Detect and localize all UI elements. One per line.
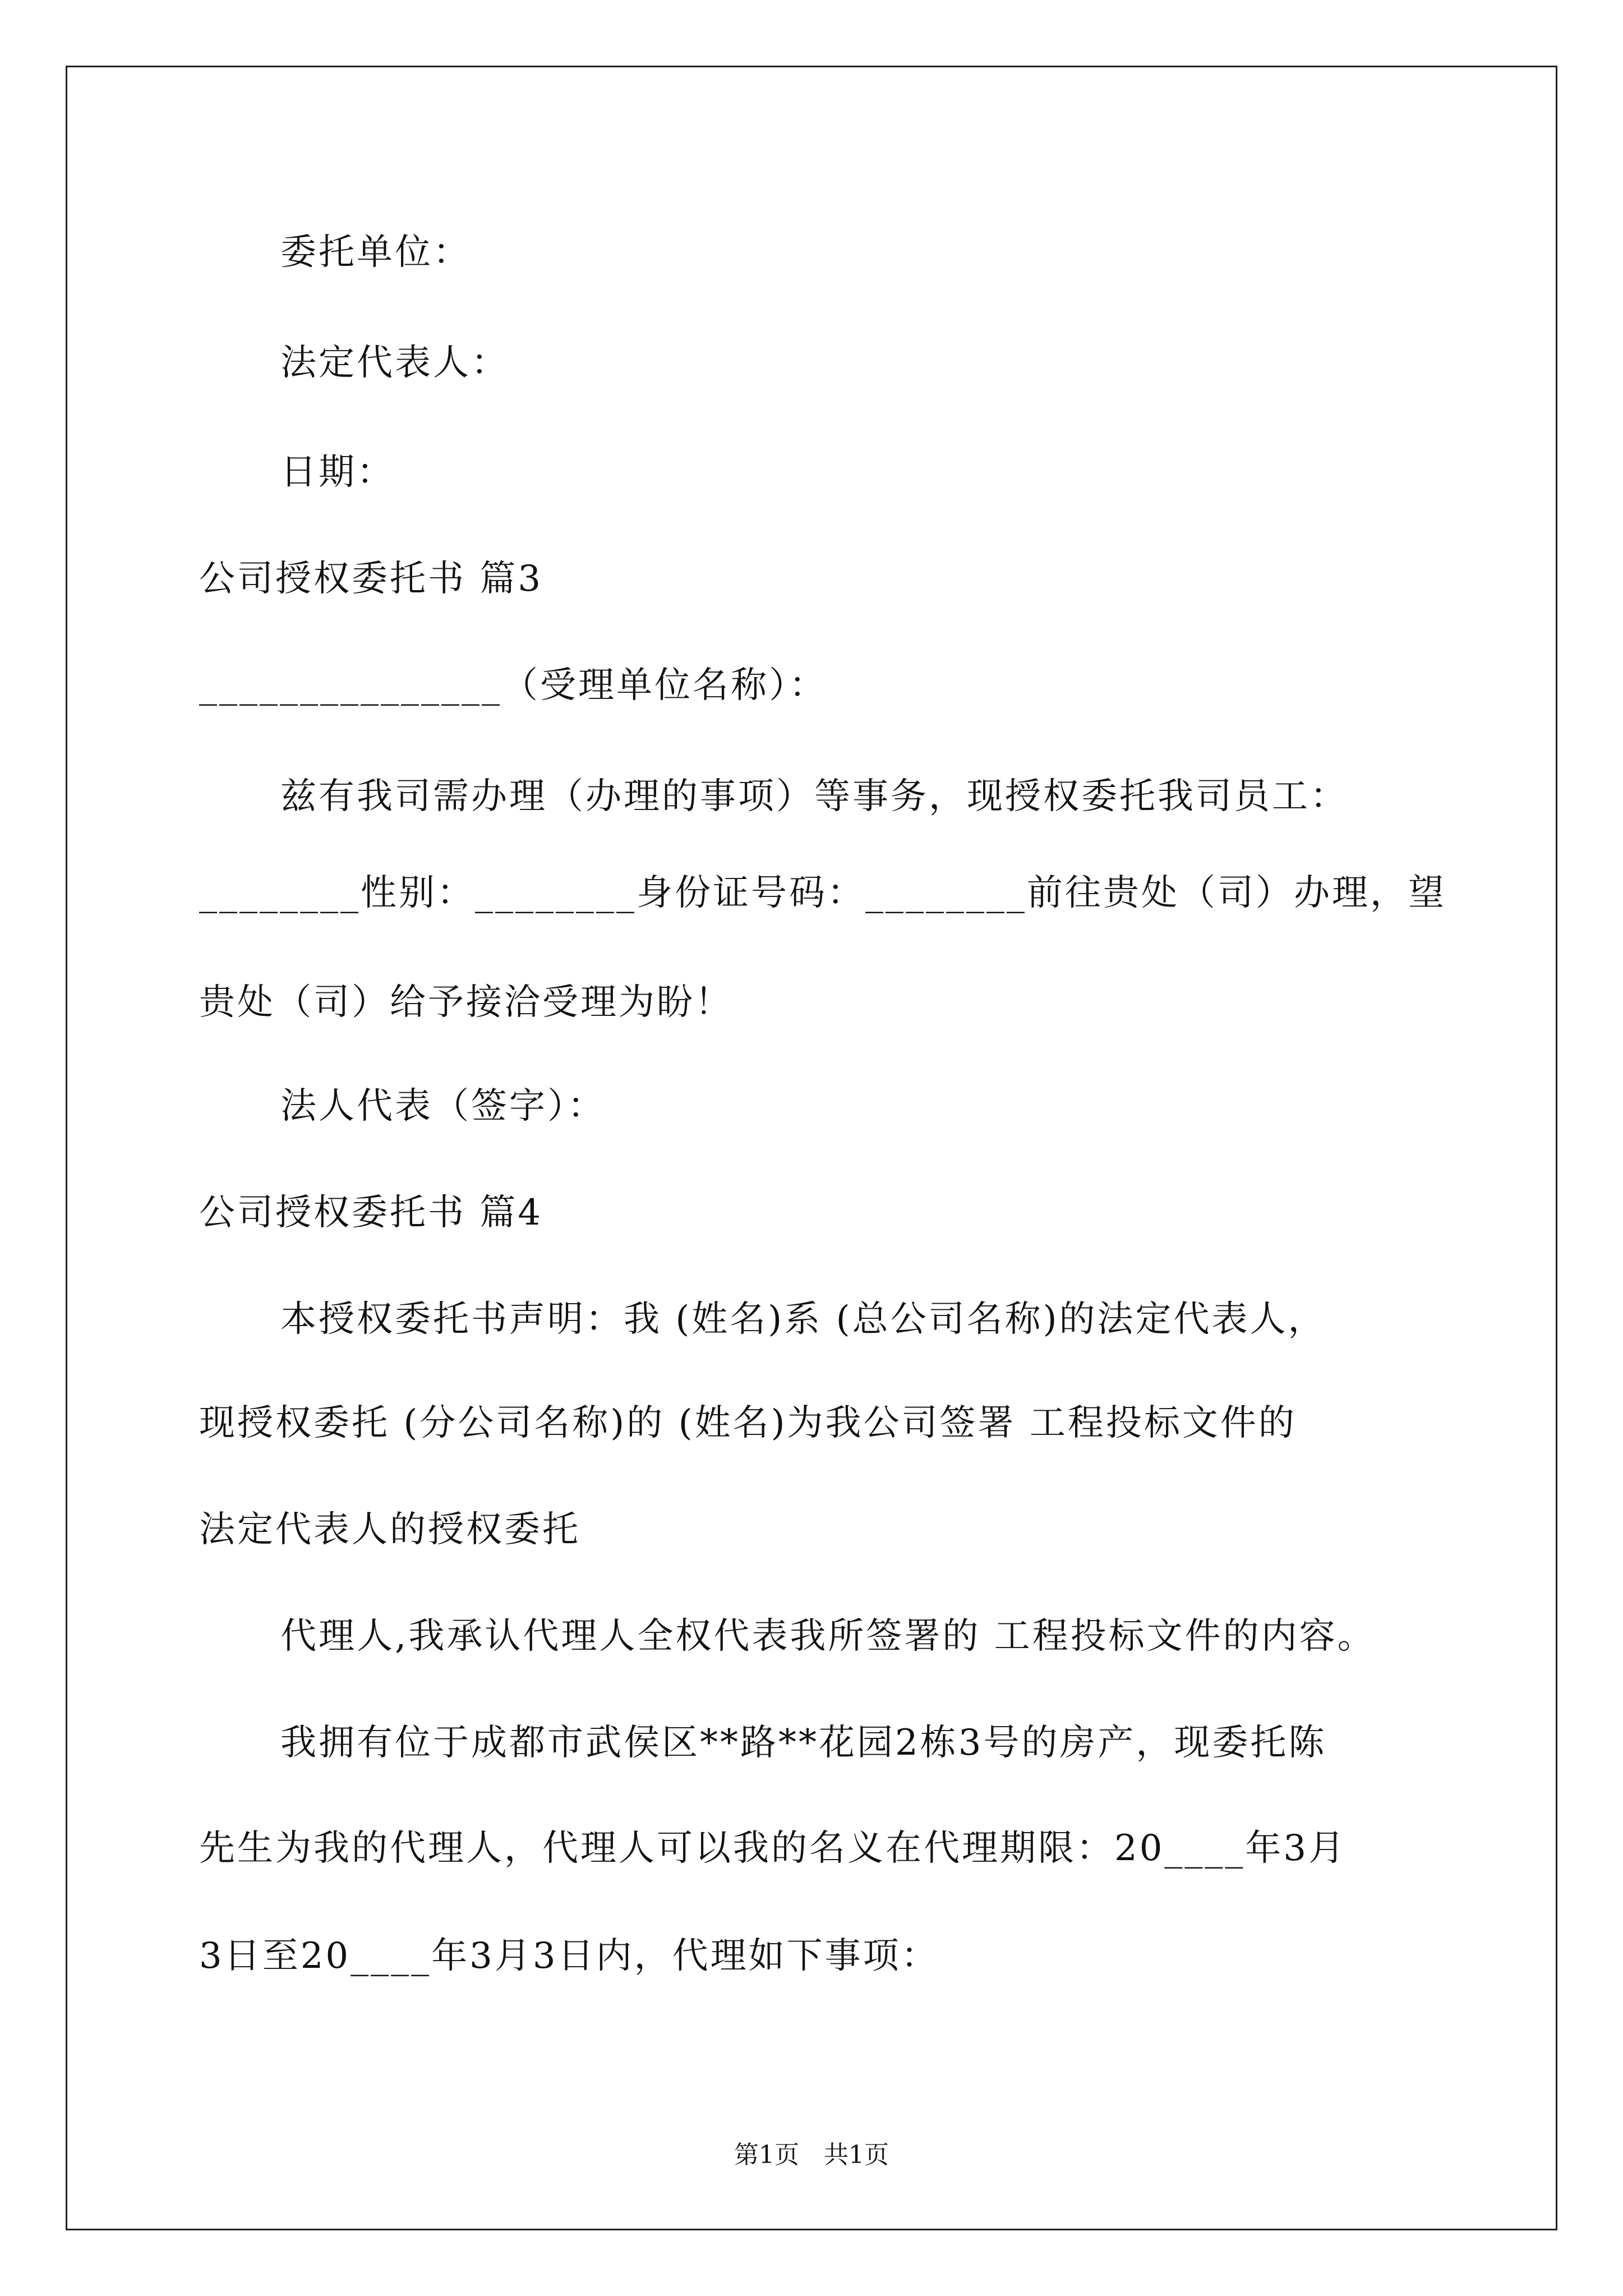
text-line-signature: 法人代表（签字）： (280, 1085, 606, 1127)
text-line-authorize: 兹有我司需办理（办理的事项）等事务，现授权委托我司员工： (280, 776, 1348, 817)
page-footer (0, 2134, 1623, 2170)
text-line-property: 我拥有位于成都市武侯区**路**花园2栋3号的房产，现委托陈 (280, 1722, 1327, 1764)
text-line-employee-info: ________性别：________身份证号码：________前往贵处（司）办理，望 (199, 872, 1446, 914)
text-line-request: 贵处（司）给予接洽受理为盼！ (199, 982, 733, 1023)
text-line-authorize-branch: 现授权委托 (分公司名称)的 (姓名)为我公司签署 工程投标文件的 (199, 1402, 1297, 1444)
text-line-period-end: 3日至20____年3月3日内，代理如下事项： (199, 1935, 939, 1977)
text-line-agent-period: 先生为我的代理人，代理人可以我的名义在代理期限：20____年3月 (199, 1828, 1347, 1869)
text-line-client-unit: 委托单位： (280, 232, 471, 273)
section-heading-3: 公司授权委托书 篇3 (199, 558, 543, 600)
text-line-recipient: _______________（受理单位名称）： (199, 665, 827, 706)
page-frame (66, 66, 1557, 2230)
page-total: 共1页 (824, 2141, 889, 2169)
text-line-authorization: 法定代表人的授权委托 (199, 1509, 580, 1550)
text-line-declaration: 本授权委托书声明：我 (姓名)系 (总公司名称)的法定代表人， (280, 1299, 1326, 1340)
text-line-agent: 代理人,我承认代理人全权代表我所签署的 工程投标文件的内容。 (280, 1616, 1376, 1657)
page-number: 第1页 (734, 2141, 799, 2169)
text-line-date: 日期： (280, 452, 395, 493)
text-line-legal-rep: 法定代表人： (280, 342, 509, 384)
section-heading-4: 公司授权委托书 篇4 (199, 1192, 543, 1234)
